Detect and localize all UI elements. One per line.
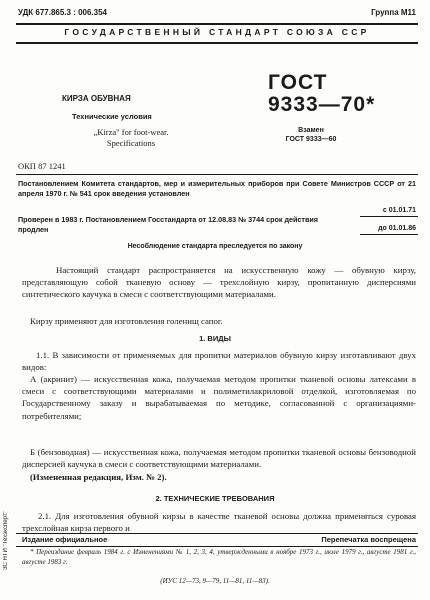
decree-text: Постановлением Комитета стандартов, мер и измерительных приборов при Совете Министров СССР от 21 апреля 1970 г. № 541 срок введения установлен xyxy=(18,179,416,198)
udc-code: УДК 677.865.3 : 006.354 xyxy=(18,8,107,17)
gost-number xyxy=(268,72,375,116)
banner-rule xyxy=(16,42,418,44)
okp-code: ОКП 87 1241 xyxy=(18,161,66,171)
replaces-label: Взамен xyxy=(298,127,324,134)
section-heading-types: 1. ВИДЫ xyxy=(199,334,231,343)
official-edition: Издание официальное xyxy=(22,535,108,544)
decree-rule xyxy=(16,174,418,175)
effective-date-underline xyxy=(360,216,418,217)
amendment-note: (Измененная редакция, Изм. № 2). xyxy=(30,472,167,482)
extended-date: до 01.01.86 xyxy=(378,225,416,232)
gost-code: 9333—70* xyxy=(268,93,376,116)
clause-2-1: 2.1. Для изготовления обувной кирзы в качестве тканевой основы должна применяться суровая трехслойная кирза первого и xyxy=(22,511,416,534)
reissue-footnote: * Переиздание февраль 1984 г. с Изменениями № 1, 2, 3, 4, утвержденными в ноябре 1973 г., июле 1979 г., августе 1981 г., августе 1983 г. xyxy=(22,548,416,566)
group-code: Группа М11 xyxy=(371,8,416,17)
document-subtitle: Технические условия xyxy=(72,112,152,121)
replaces-code: ГОСТ 9333—60 xyxy=(285,136,337,143)
penalty-note: Несоблюдение стандарта преследуется по закону xyxy=(127,243,303,250)
english-title: „Kirza" for foot-wear. Specifications xyxy=(93,127,169,148)
replaces-note xyxy=(266,126,356,144)
standard-banner: ГОСУДАРСТВЕННЫЙ СТАНДАРТ СОЮЗА ССР xyxy=(64,27,370,37)
reprint-notice: Перепечатка воспрещена xyxy=(321,535,416,544)
type-b-paragraph: Б (бензоводная) — искусственная кожа, получаемая методом пропитки тканевой основы бензоводной дисперсией каучука в смеси с соответствующими материалами. xyxy=(22,447,416,470)
footer-rule xyxy=(16,533,418,534)
usage-paragraph: Кирзу применяют для изготовления голенищ сапог. xyxy=(30,316,223,326)
extended-date-underline xyxy=(360,234,418,235)
top-rule xyxy=(16,23,418,25)
footnote-rule xyxy=(16,546,418,547)
section-heading-requirements: 2. ТЕХНИЧЕСКИЕ ТРЕБОВАНИЯ xyxy=(155,494,275,503)
side-stamp: ЗС НТИ "Техэксперт" xyxy=(3,511,9,570)
clause-1-1: 1.1. В зависимости от применяемых для пропитки материалов обувную кирзу изготавливают двух видов: xyxy=(22,350,416,373)
revision-text: Проверен в 1983 г. Постановлением Госстандарта от 12.08.83 № 3744 срок действия продлен xyxy=(18,215,318,234)
effective-date: с 01.01.71 xyxy=(382,207,416,214)
document-title: КИРЗА ОБУВНАЯ xyxy=(62,94,131,103)
scope-paragraph: Настоящий стандарт распространяется на искусственную кожу — обувную кирзу, представляющую собой тканевую основу — трехслойную кирзу, пропитанную дисперсиями синтетического каучука в смеси с соответствующими материалами. xyxy=(22,265,416,300)
type-a-paragraph: А (акринит) — искусственная кожа, получаемая методом пропитки тканевой основы латексами в смеси с соответствующими материалами и полиметилакриловой отделкой, изготовляемая по Государственному заказу и вырабатываемая по методике, согласованной с организациями-потребителями; xyxy=(22,374,416,421)
gost-label: ГОСТ xyxy=(268,71,328,94)
ius-footnote: (ИУС 12—73, 9—79, 11—81, 11—83). xyxy=(160,577,270,585)
